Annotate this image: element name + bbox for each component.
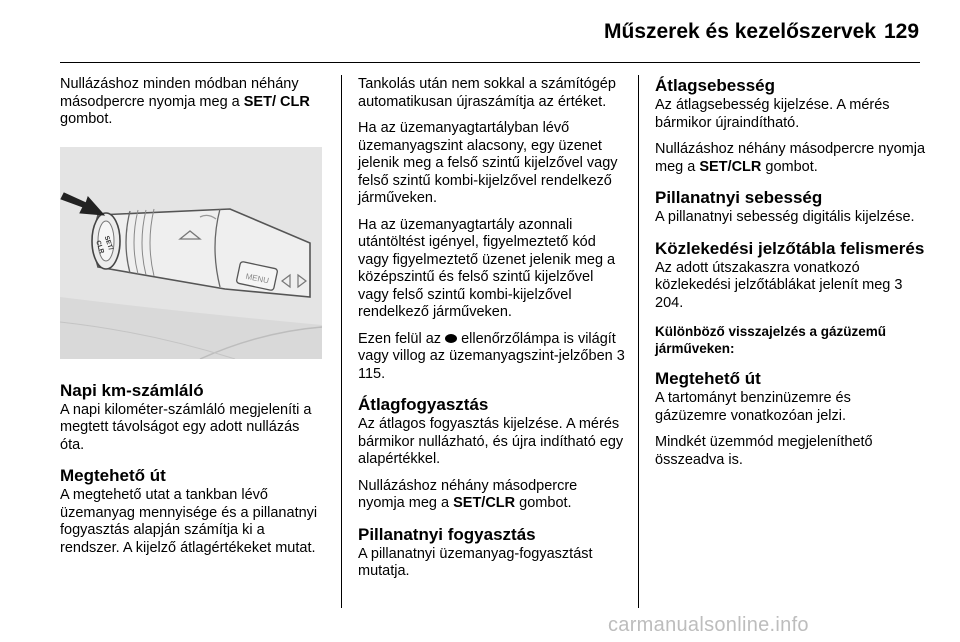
warning-lamp-paragraph: Ezen felül az ellenőrzőlámpa is világít vagy villog az üzemanyagszint-jelzőben 3 115.: [358, 330, 625, 382]
heading-megteheto-ut: Megtehető út: [60, 466, 166, 485]
stalk-illustration-svg: [60, 147, 322, 359]
column-3: [655, 76, 925, 478]
column-1: [60, 76, 326, 566]
atlagsebesseg-reset: Nullázáshoz néhány másodpercre nyomja meg a SET/CLR gombot.: [655, 141, 926, 175]
heading-pillanatnyi-fogyasztas: Pillanatnyi fogyasztás: [358, 524, 536, 544]
kozlekedesi-jelzotabla-text: Az adott útszakaszra vonatkozó közlekedési jelzőtáblákat jelenít meg 3 204.: [655, 259, 903, 311]
heading-gas-vehicles: Különböző visszajelzés a gázüzemű járműveken:: [655, 324, 887, 356]
heading-atlagsebesseg: Átlagsebesség: [655, 76, 775, 95]
reset-paragraph: Nullázáshoz minden módban néhány másodpercre nyomja meg a SET/ CLR gombot.: [60, 76, 310, 127]
clr-label: CLR: [94, 239, 106, 255]
control-lamp-icon: [445, 334, 457, 343]
column-divider-1: [341, 75, 342, 608]
atlagfogyasztas-text: Az átlagos fogyasztás kijelzése. A mérés bármikor nullázható, és újra indítható egy alapértékkel.: [358, 416, 624, 467]
refuel-paragraph: Tankolás után nem sokkal a számítógép automatikusan újraszámítja az értéket.: [358, 76, 616, 110]
heading-atlagfogyasztas: Átlagfogyasztás: [358, 395, 489, 414]
set-clr-button-label: SET/ CLR: [243, 93, 310, 110]
figure-stalk-illustration: [60, 147, 322, 359]
atlagfogyasztas-reset: Nullázáshoz néhány másodpercre nyomja meg a SET/CLR gombot.: [358, 477, 578, 511]
megteheto-ut-text: A megtehető utat a tankban lévő üzemanyag mennyisége és a pillanatnyi fogyasztás alapján számítja ki a rendszer. A kijelző átlagértékeket mutat.: [60, 487, 318, 556]
watermark: carmanualsonline.info: [608, 614, 809, 636]
megteheto-ut-2-text1: A tartományt benzinüzemre és gázüzemre vonatkozóan jelzi.: [655, 390, 851, 424]
column-2: [358, 76, 626, 590]
megteheto-ut-2-text2: Mindkét üzemmód megjeleníthető összeadva is.: [655, 434, 873, 468]
refill-paragraph: Ha az üzemanyagtartály azonnali utántöltést igényel, figyelmeztető kód vagy figyelmeztető üzenet jelenik meg a középszintű és felső szintű kijelzővel vagy felső szintű kombi-kijelzővel rendelkező járműveken.: [358, 216, 616, 320]
pillanatnyi-fogyasztas-text: A pillanatnyi üzemanyag-fogyasztást mutatja.: [358, 545, 593, 579]
set-label: SET/: [102, 234, 114, 251]
page-ref-115: 3 115.: [358, 348, 625, 382]
header-rule: [60, 62, 920, 63]
page-number: 129: [884, 20, 920, 43]
column-divider-2: [638, 75, 639, 608]
running-header-title: Műszerek és kezelőszervek: [604, 20, 877, 43]
heading-megteheto-ut-2: Megtehető út: [655, 369, 761, 388]
heading-napi-km: Napi km-számláló: [60, 380, 204, 400]
page-ref-204: 3 204.: [655, 277, 903, 311]
menu-label: MENU: [244, 271, 270, 285]
low-fuel-paragraph: Ha az üzemanyagtartályban lévő üzemanyagszint alacsony, egy üzenet jelenik meg a felső szintű kijelzővel vagy felső szintű kombi-kijelzővel rendelkező járműveken.: [358, 120, 618, 206]
pillanatnyi-sebesseg-text: A pillanatnyi sebesség digitális kijelzése.: [655, 209, 915, 225]
heading-kozlekedesi-jelzotabla: Közlekedési jelzőtábla felismerés: [655, 238, 925, 258]
atlagsebesseg-text: Az átlagsebesség kijelzése. A mérés bármikor újraindítható.: [655, 97, 890, 131]
heading-pillanatnyi-sebesseg: Pillanatnyi sebesség: [655, 188, 823, 207]
napi-km-text: A napi kilométer-számláló megjeleníti a megtett távolságot egy adott nullázás óta.: [60, 401, 312, 453]
